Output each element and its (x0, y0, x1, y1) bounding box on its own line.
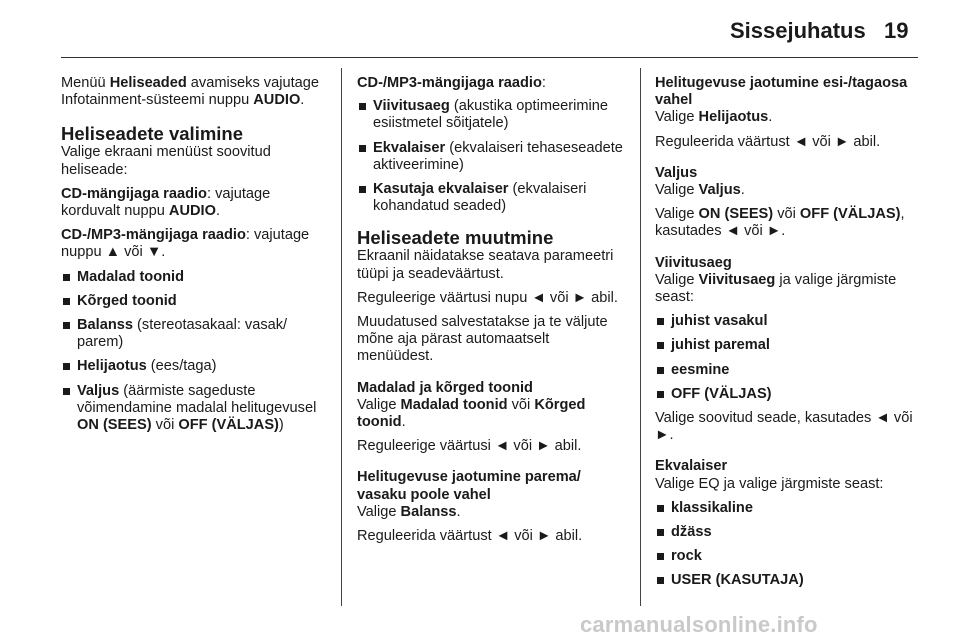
list-item: USER (KASUTAJA) (655, 572, 925, 589)
list-item: juhist paremal (655, 337, 925, 354)
list-item-user-equalizer: Kasutaja ekvalaiser (ekvalaiseri kohandatud seaded) (357, 181, 627, 215)
heading-change-settings: Heliseadete muutmine (357, 227, 554, 249)
heading-equalizer: Ekvalaiser (655, 458, 728, 475)
list-item: OFF (VÄLJAS) (655, 386, 925, 403)
delay-paragraph-2: Valige soovitud seade, kasutades ◄ või ►. (655, 410, 913, 444)
cd-radio-instruction: CD-mängijaga raadio: vajutage korduvalt nuppu AUDIO. (61, 185, 271, 220)
delay-paragraph-1: Valige Viivitusaeg ja valige järgmiste seast: (655, 271, 897, 306)
section-title: Sissejuhatus (730, 18, 866, 43)
header-divider (61, 57, 918, 58)
fr-paragraph-2: Reguleerida väärtust ◄ või ► abil. (655, 133, 881, 150)
page-header (0, 0, 960, 58)
change-paragraph-2: Reguleerige väärtusi nupu ◄ või ► abil. (357, 289, 618, 306)
list-item-loudness: Valjus (äärmiste sageduste võimendamine madalal helitugevusel ON (SEES) või OFF (VÄLJAS)) (61, 383, 331, 435)
page-number: 19 (884, 18, 909, 43)
change-paragraph-1: Ekraanil näidatakse seatava parameetri tüüpi ja seadeväärtust. (357, 248, 614, 282)
list-item-treble: Kõrged toonid (61, 293, 331, 310)
lr-paragraph-2: Reguleerida väärtust ◄ või ► abil. (357, 528, 583, 545)
list-item: rock (655, 548, 925, 565)
tones-paragraph-2: Reguleerige väärtusi ◄ või ► abil. (357, 438, 582, 455)
column-divider-1 (341, 68, 342, 606)
list-item: juhist vasakul (655, 313, 925, 330)
mp3-radio-instruction: CD-/MP3-mängijaga raadio: vajutage nuppu ▲ või ▼. (61, 227, 310, 261)
watermark: carmanualsonline.info (580, 612, 818, 637)
list-item: eesmine (655, 362, 925, 379)
column-3 (655, 75, 925, 597)
heading-volume: Valjus (655, 164, 698, 181)
list-item-bass: Madalad toonid (61, 269, 331, 286)
column-1 (61, 75, 331, 441)
eq-paragraph-1: Valige EQ ja valige järgmiste seast: (655, 475, 884, 492)
volume-paragraph-2: Valige ON (SEES) või OFF (VÄLJAS), kasutades ◄ või ►. (655, 206, 905, 240)
mp3-heading: CD-/MP3-mängijaga raadio: (357, 75, 546, 91)
heading-front-rear: Helitugevuse jaotumine esi-/tagaosa vahel (655, 75, 908, 109)
select-intro: Valige ekraani menüüst soovitud heliseade: (61, 144, 271, 178)
change-paragraph-3: Muudatused salvestatakse ja te väljute mõne aja pärast automaatselt menüüdest. (357, 314, 608, 365)
heading-bass-treble: Madalad ja kõrged toonid (357, 379, 533, 396)
heading-left-right: Helitugevuse jaotumine parema/ vasaku poole vahel (357, 469, 581, 503)
heading-delay: Viivitusaeg (655, 254, 732, 271)
list-item-fader: Helijaotus (ees/taga) (61, 358, 331, 375)
list-item: džäss (655, 524, 925, 541)
list-item-equalizer: Ekvalaiser (ekvalaiseri tehaseseadete aktiveerimine) (357, 140, 627, 174)
list-item-delay: Viivitusaeg (akustika optimeerimine esiistmetel sõitjatele) (357, 98, 627, 132)
list-item: klassikaline (655, 500, 925, 517)
column-2 (357, 75, 627, 552)
list-item-balance: Balanss (stereotasakaal: vasak/ parem) (61, 317, 331, 351)
heading-select-sound: Heliseadete valimine (61, 123, 244, 145)
volume-paragraph-1: Valige Valjus. (655, 182, 745, 199)
lr-paragraph-1: Valige Balanss. (357, 503, 461, 520)
intro-paragraph: Menüü Heliseaded avamiseks vajutage Infotainment-süsteemi nuppu AUDIO. (61, 75, 319, 109)
tones-paragraph-1: Valige Madalad toonid või Kõrged toonid. (357, 396, 586, 431)
column-divider-2 (640, 68, 641, 606)
fr-paragraph-1: Valige Helijaotus. (655, 109, 773, 126)
